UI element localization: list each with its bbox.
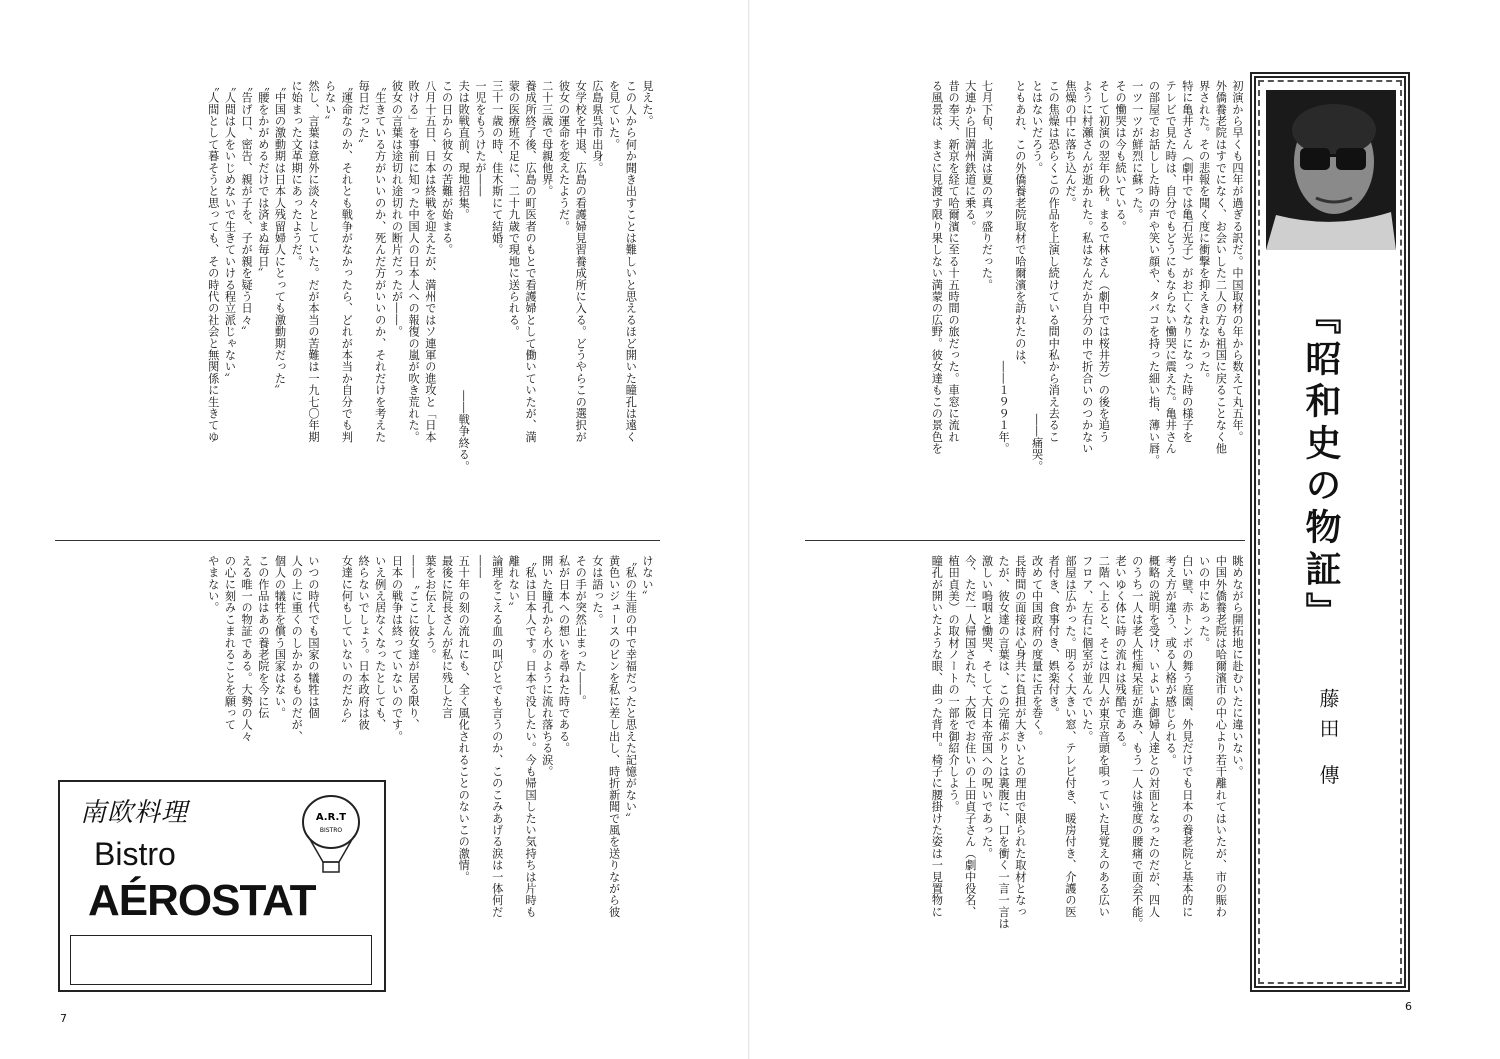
right-page (750, 0, 1500, 1059)
article-title: 『昭和史の物証』 (1300, 298, 1342, 634)
svg-text:BISTRO: BISTRO (319, 827, 343, 834)
left-divider (55, 540, 660, 541)
ad-restaurant-name: AÉROSTAT (88, 876, 316, 925)
right-lower-text: 眺めながら開拓地に赴むいたに違いない。 中国外僑養老院は哈爾濱市の中心より若干離れてはいたが、市の賑わ いの中にあった。 白い壁、赤トンボの舞う庭園、外見だけでも日本の養老院と基本的に 考え方が違う、或る人格が感じられる。 概略の説明を受け、いよいよ御婦人達との対面となったのだが、四人 のうち一人は老人性痴呆症が進み、もう一人は強度の腰痛で面会不能。 老いゆく体に時の流れは残酷である。 二階へ上ると、そこは四人が東京音頭を唄っていた見覚えのある広い フロア、左右に個室が並んでいた。 部屋は広かった。明るく大きい窓、テレビ付き、暖房付き、介護の医 者付き、食事付き、娯楽付き。 改めて中国政府の度量に舌を巻く。 長時間の面接は心身共に負担が大きいとの理由で限られた取材となっ たが、彼女達の言葉は、この完備ぶりとは裏腹に、口を衝く一言一言は 激しい嗚咽と慟哭、そして大日本帝国への呪いであった。 今、ただ一人帰国された、大阪でお住いの上田貞子さん（劇中役名、 植田貞美）の取材ノートの一部を御紹介しよう。 瞳孔が開いたような眼、曲った背中。椅子に腰掛けた姿は一見置物に (930, 555, 1244, 930)
right-divider (805, 540, 1245, 541)
bistro-ad (58, 780, 386, 992)
page-number-left: 7 (60, 1012, 67, 1025)
right-upper-text: 初演から早くも四年が過ぎる訳だ。中国取材の年から数えて丸五年。 外僑養老院はすでになく、お会いした二人の方も祖国に戻ることなく他 界された。その悲報を聞く度に衝撃を抑えきれなかった。 特に亀井さん（劇中では亀石光子）がお亡くなりになった時の様子を テレビで見た時は、自分でもどうにもならない慟哭に震えた。亀井さん の部屋でお話しした時の声や笑い顔や、タバコを持った細い指、薄い唇。 一ツ一ツが鮮烈に蘇った。 その慟哭は今も続いている。 そして初演の翌年の秋。まるで林さん（劇中では桜井芳）の後を追う ように村瀬さんが逝かれた。私はなんだか自分の中で折合いのつかない 焦燥の中に落ち込んだ。 この焦燥は恐らくこの作品を上演し続けている間中私から消え去るこ とはないだろう。 ――痛哭。 ともあれ、この外僑養老院取材で哈爾濱を訪れたのは、 ――１９９１年。 七月下旬、北満は夏の真ッ盛りだった。 大連から旧満州鉄道に乗る。 昔の奉天、新京を経て哈爾濱に至る十五時間の旅だった。車窓に流れ る風景は、まさに見渡す限り果しない満蒙の広野。彼女達もこの景色を (930, 80, 1244, 473)
author-photo (1266, 90, 1396, 250)
ad-blank-box (70, 935, 372, 985)
left-lower-text: けない〟 〝私の生涯の中で幸福だったと思えた記憶がない〟 黄色いジュースのビンを私に差し出し、時折新聞で風を送りながら彼 女は語った。 その手が突然止まった――。 私が日本への想いを尋ねた時である。 開いた瞳孔から水のように流れ落ちる涙。 〝私は日本人です。日本で没したい。今も帰国したい気持ちは片時も 離れない〟 論理をこえる血の叫びとでも言うのか、このこみあげる涙は一体何だ ―― 五十年の刻の流れにも、全く風化されることのないこの激情。 最後に院長さんが私に残した言 葉をお伝えしよう。 ――〝ここに彼女達が居る限り、 日本の戦争は終っていないのです。 いえ例え居なくなったとしても、 終らないでしょう。日本政府は彼 女達に何もしていないのだから〟 いつの時代でも国家の犠牲は個 人の上に重くのしかかるものだが、 個人の犠牲を償う国家はない。 この作品はあの養老院を今に伝 える唯一の物証である。大勢の人々 の心に刻みこまれることを願って やまない。 (206, 555, 654, 918)
title-panel (1250, 72, 1410, 992)
balloon-logo-icon (296, 792, 366, 882)
left-upper-text: 見えた。 この人から何か聞き出すことは難しいと思えるほど開いた瞳孔は遠く を見ていた。 広島県呉市出身。 女学校を中退、広島の看護婦見習養成所に入る。どうやらこの選択が 彼女の運命を変えたようだ。 二十三歳で母親他界。 養成所終了後、広島の町医者のもとで看護婦として働いていたが、満 蒙の医療班不足に、二十九歳で現地に送られる。 三十一歳の時、佳木斯にて結婚。 一児をもうけたが―― 夫は敗戦直前、現地招集。 ――戦争終る。 この日から彼女の苦難が始まる。 八月十五日、日本は終戦を迎えたが、満州ではソ連軍の進攻と「日本 敗ける」を事前に知った中国人の日本人への報復の嵐が吹き荒れた。 彼女の言葉は途切れ途切れの断片だったが――。 〝生きている方がいいのか、死んだ方がいいのか、それだけを考えた 毎日だった〟 〝運命なのか、それとも戦争がなかったら、どれが本当か自分でも判 らない〟 然し、言葉は意外に淡々としていた。だが本当の苦難は一九七〇年期 に始まった文革期にあったようだ。 〝中国の激動期は日本人残留婦人にとっても激動期だった〟 〝腰をかがめるだけでは済まぬ毎日〟 〝告げ口、密告、親が子を、子が親を疑う日々〟 〝人間は人をいじめないで生きていける程立派じゃない〟 〝人間として暮そうと思っても、その時代の社会と無関係に生きてゆ (206, 80, 654, 473)
svg-text:A.R.T: A.R.T (315, 812, 347, 823)
portrait-image (1266, 90, 1396, 250)
author-name: 藤田 傳 (1316, 688, 1340, 795)
page-number-right: 6 (1405, 1000, 1412, 1013)
ad-japanese-label: 南欧料理 (80, 798, 189, 828)
ad-bistro-label: Bistro (94, 836, 176, 872)
